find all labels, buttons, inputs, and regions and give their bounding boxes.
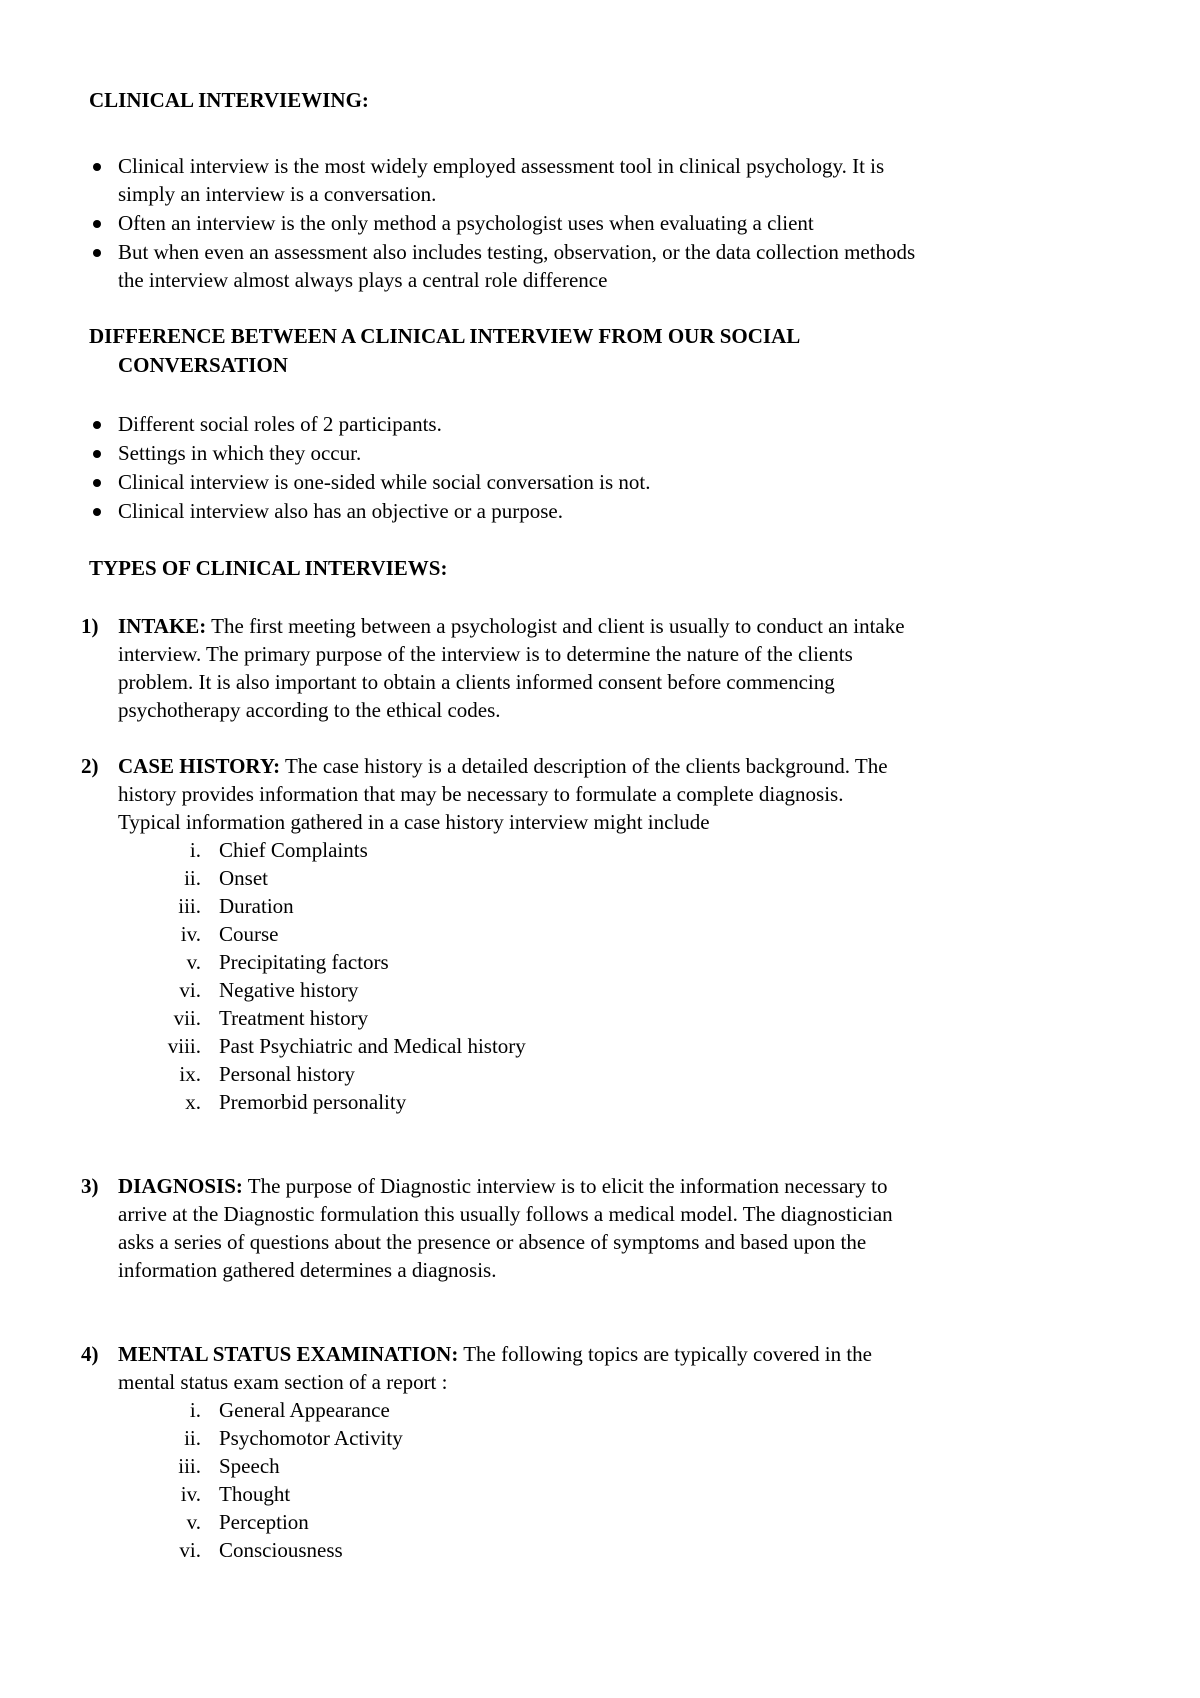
bullet-icon (93, 479, 101, 487)
item-line: history provides information that may be necessary to formulate a complete diagnosis. (118, 782, 844, 806)
item-title: DIAGNOSIS: (118, 1174, 243, 1198)
heading-types: TYPES OF CLINICAL INTERVIEWS: (89, 556, 448, 580)
item-number: 1) (81, 614, 99, 638)
sub-item-number: i. (189, 1398, 201, 1422)
sub-item-number: ix. (179, 1062, 201, 1086)
item-line: psychotherapy according to the ethical codes. (118, 698, 501, 722)
bullet-line: Clinical interview is one-sided while social conversation is not. (118, 470, 651, 494)
bullet-line: Clinical interview is the most widely employed assessment tool in clinical psychology. It is (118, 154, 885, 178)
bullet-icon (93, 421, 101, 429)
bullet-icon (93, 450, 101, 458)
item-line: asks a series of questions about the presence or absence of symptoms and based upon the (118, 1230, 867, 1254)
sub-item-text: Chief Complaints (219, 838, 368, 862)
bullet-icon (93, 508, 101, 516)
item-line: Typical information gathered in a case history interview might include (118, 810, 710, 834)
sub-item-number: ii. (184, 1426, 201, 1450)
bullet-line: But when even an assessment also includes testing, observation, or the data collection methods (118, 240, 916, 264)
bullet-line: Clinical interview also has an objective or a purpose. (118, 499, 563, 523)
heading-clinical-interviewing: CLINICAL INTERVIEWING: (89, 88, 369, 112)
item-line: information gathered determines a diagnosis. (118, 1258, 497, 1282)
item-line: The first meeting between a psychologist and client is usually to conduct an intake (206, 614, 905, 638)
bullet-line: the interview almost always plays a central role difference (118, 268, 608, 292)
sub-item-number: x. (185, 1090, 201, 1114)
bullet-icon (93, 220, 101, 228)
bullet-line: Settings in which they occur. (118, 441, 362, 465)
sub-item-number: iii. (178, 894, 201, 918)
item-line: The following topics are typically covered in the (458, 1342, 872, 1366)
sub-item-number: vi. (179, 978, 201, 1002)
sub-item-number: iv. (180, 922, 201, 946)
item-line: mental status exam section of a report : (118, 1370, 448, 1394)
bullet-icon (93, 163, 101, 171)
sub-item-number: viii. (167, 1034, 201, 1058)
sub-item-number: vii. (173, 1006, 201, 1030)
bullet-line: simply an interview is a conversation. (118, 182, 437, 206)
sub-item-text: Premorbid personality (219, 1090, 407, 1114)
item-line: interview. The primary purpose of the interview is to determine the nature of the clients (118, 642, 853, 666)
heading-difference-cont: CONVERSATION (118, 353, 288, 377)
sub-item-text: Perception (219, 1510, 309, 1534)
sub-item-number: iii. (178, 1454, 201, 1478)
sub-item-text: Negative history (219, 978, 359, 1002)
item-title: INTAKE: (118, 614, 207, 638)
sub-item-text: Past Psychiatric and Medical history (219, 1034, 526, 1058)
sub-item-text: Thought (219, 1482, 291, 1506)
bullet-line: Often an interview is the only method a psychologist uses when evaluating a client (118, 211, 814, 235)
item-line: problem. It is also important to obtain a clients informed consent before commencing (118, 670, 835, 694)
sub-item-number: vi. (179, 1538, 201, 1562)
item-title: CASE HISTORY: (118, 754, 281, 778)
bullet-line: Different social roles of 2 participants. (118, 412, 442, 436)
sub-item-text: Psychomotor Activity (219, 1426, 403, 1450)
item-line: The case history is a detailed description of the clients background. The (280, 754, 888, 778)
sub-item-text: Consciousness (219, 1538, 343, 1562)
item-line: The purpose of Diagnostic interview is to elicit the information necessary to (242, 1174, 888, 1198)
sub-item-number: iv. (180, 1482, 201, 1506)
sub-item-text: Course (219, 922, 279, 946)
item-number: 4) (81, 1342, 99, 1366)
sub-item-text: Onset (219, 866, 268, 890)
sub-item-number: v. (186, 1510, 201, 1534)
sub-item-text: Precipitating factors (219, 950, 389, 974)
sub-item-text: Speech (219, 1454, 280, 1478)
item-title: MENTAL STATUS EXAMINATION: (118, 1342, 459, 1366)
sub-item-text: Duration (219, 894, 294, 918)
sub-item-number: i. (189, 838, 201, 862)
sub-item-number: v. (186, 950, 201, 974)
item-line: arrive at the Diagnostic formulation this usually follows a medical model. The diagnostician (118, 1202, 893, 1226)
item-number: 2) (81, 754, 99, 778)
sub-item-text: Treatment history (219, 1006, 369, 1030)
sub-item-number: ii. (184, 866, 201, 890)
sub-item-text: Personal history (219, 1062, 355, 1086)
bullet-icon (93, 249, 101, 257)
heading-difference: DIFFERENCE BETWEEN A CLINICAL INTERVIEW FROM OUR SOCIAL (89, 324, 801, 348)
item-number: 3) (81, 1174, 99, 1198)
sub-item-text: General Appearance (219, 1398, 390, 1422)
